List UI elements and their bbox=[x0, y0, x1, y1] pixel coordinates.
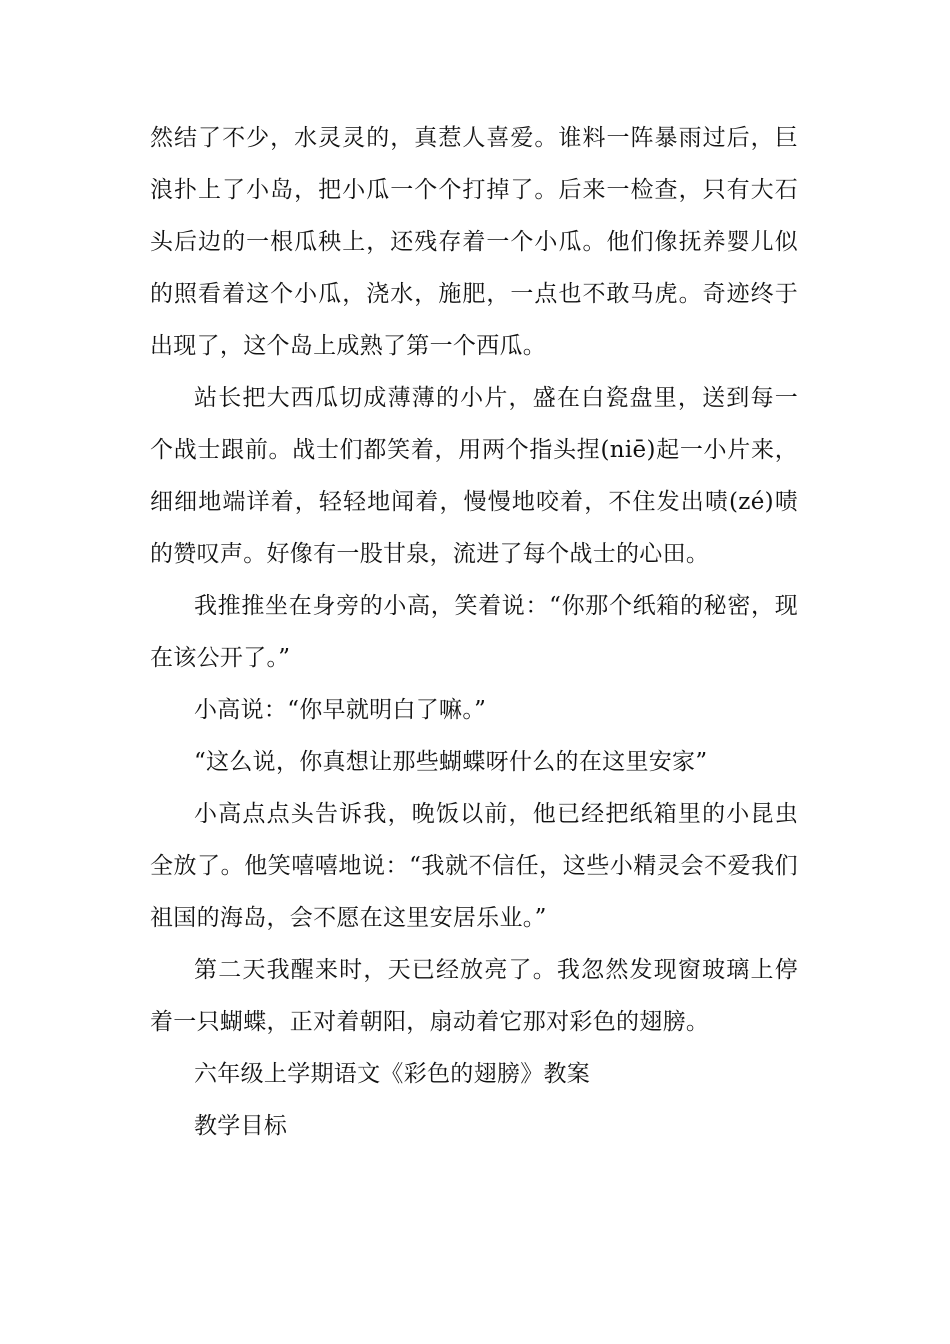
paragraph-watermelon-sharing: 站长把大西瓜切成薄薄的小片，盛在白瓷盘里，送到每一个战士跟前。战士们都笑着，用两个指头捏(niē)起一小片来，细细地端详着，轻轻地闻着，慢慢地咬着，不住发出啧(zé)啧的赞叹声。好像有一股甘泉，流进了每个战士的心田。 bbox=[150, 385, 798, 567]
paragraph-box-secret: 我推推坐在身旁的小高，笑着说：“你那个纸箱的秘密，现在该公开了。” bbox=[150, 593, 798, 671]
paragraph-continuation: 然结了不少，水灵灵的，真惹人喜爱。谁料一阵暴雨过后，巨浪扑上了小岛，把小瓜一个个打掉了。后来一检查，只有大石头后边的一根瓜秧上，还残存着一个小瓜。他们像抚养婴儿似的照看着这个小瓜，浇水，施肥，一点也不敢马虎。奇迹终于出现了，这个岛上成熟了第一个西瓜。 bbox=[150, 125, 798, 359]
paragraph-butterfly-question: “这么说，你真想让那些蝴蝶呀什么的在这里安家” bbox=[194, 749, 708, 775]
paragraph-insects-released: 小高点点头告诉我，晚饭以前，他已经把纸箱里的小昆虫全放了。他笑嘻嘻地说：“我就不信任，这些小精灵会不爱我们祖国的海岛，会不愿在这里安居乐业。” bbox=[150, 801, 798, 931]
teaching-objectives-heading: 教学目标 bbox=[194, 1113, 288, 1139]
document-body bbox=[150, 112, 798, 1152]
paragraph-next-morning: 第二天我醒来时，天已经放亮了。我忽然发现窗玻璃上停着一只蝴蝶，正对着朝阳，扇动着它那对彩色的翅膀。 bbox=[150, 957, 798, 1035]
paragraph-xiaogao-reply: 小高说：“你早就明白了嘛。” bbox=[194, 697, 487, 723]
lesson-plan-title: 六年级上学期语文《彩色的翅膀》教案 bbox=[194, 1061, 591, 1087]
